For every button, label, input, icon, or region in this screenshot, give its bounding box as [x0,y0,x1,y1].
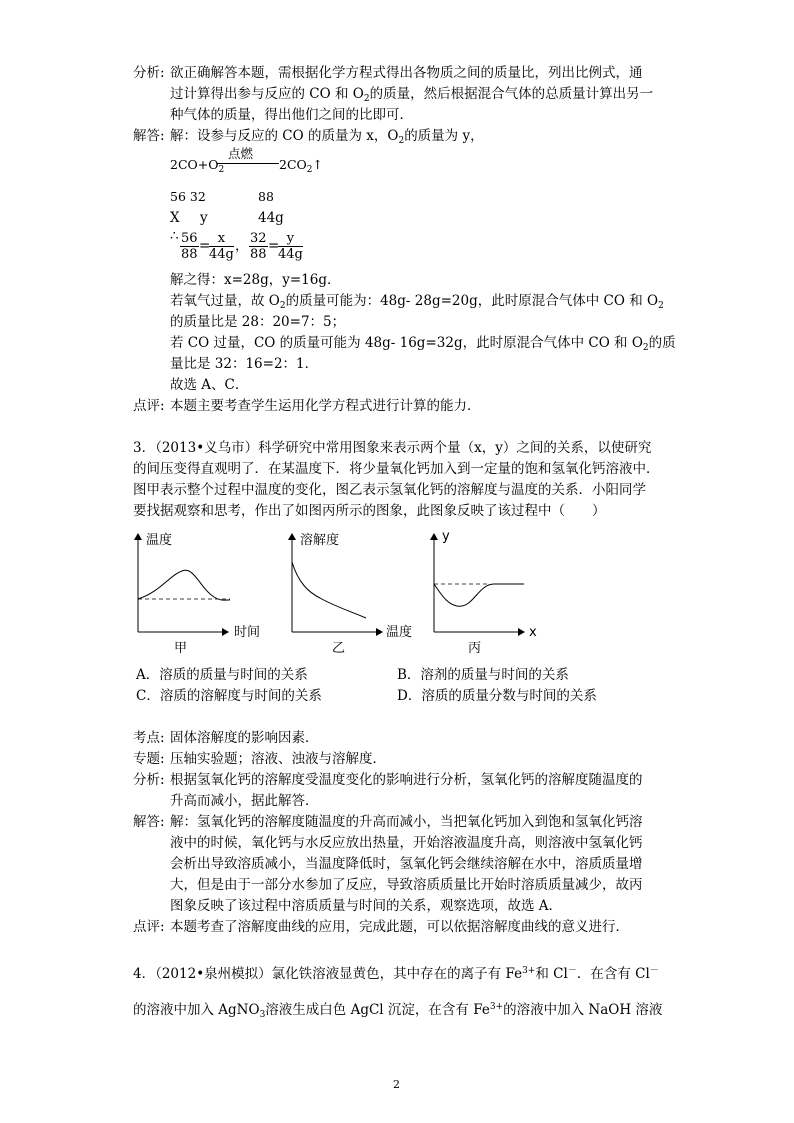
solution-result: 解之得：x=28g，y=16g． [170,272,341,288]
graph-c-xlabel: x [529,625,537,640]
knowledge-point: 固体溶解度的影响因素． [170,730,319,746]
question-stem: 图甲表示整个过程中温度的变化，图乙表示氢氧化钙的溶解度与温度的关系．小阳同学 [133,482,646,498]
molar-mass-product: 88 [258,189,274,204]
equals-sign: = [268,238,280,254]
fraction: $\frac{x}{44g}$ [209,231,234,262]
answer-text: 会析出导致溶质减小，当温度降低时，氢氧化钙会继续溶解在水中，溶质质量增 [170,856,643,872]
option-a[interactable]: A．溶质的质量与时间的关系 [136,667,308,683]
variable-x: X [170,210,180,226]
answer-text: 液中的时候，氧化钙与水反应放出热量，开始溶液温度升高，则溶液中氢氧化钙 [170,835,643,851]
fraction: $\frac{56}{88}$ [181,231,198,262]
graph-b-caption: 乙 [332,641,346,656]
chemical-equation: $2CO+O_2$ [170,157,225,175]
graph-a-ylabel: 温度 [146,533,173,548]
y-curve [434,584,524,606]
case-co-excess: 量比是 32：16=2：1． [170,356,319,372]
question-stem: 的溶液中加入 AgNO$_3$溶液生成白色 AgCl 沉淀，在含有 $Fe^{3+}$的溶液中加入 NaOH 溶液 [133,1002,663,1020]
graph-a [138,532,260,656]
graph-c-ylabel: y [442,529,450,544]
solubility-curve [292,562,366,618]
reaction-condition: 点燃 [228,146,254,161]
page-number: 2 [393,1078,400,1091]
molar-masses: 56 32 [170,189,206,204]
answer-label: 解答: [133,128,165,144]
therefore-symbol: ∴ [170,228,179,244]
variable-y: y [200,210,208,226]
graph-b-xlabel: 温度 [386,625,413,640]
variable-mass: 44g [258,210,284,226]
graph-c-caption: 丙 [468,641,482,656]
case-oxygen-excess: 若氧气过量，故 $O_2$的质量可能为：48g- 28g=20g，此时原混合气体中 CO 和 $O_2$ [170,293,664,311]
analysis-label: 分析: [133,772,165,788]
comma: ， [235,238,249,254]
case-co-excess: 若 CO 过量，CO 的质量可能为 48g- 16g=32g，此时原混合气体中 CO 和 $O_2$的质 [170,335,676,353]
analysis-text: 升高而减小，据此解答． [170,793,319,809]
question-stem: 3．（2013•义乌市）科学研究中常用图象来表示两个量（x，y）之间的关系，以使研究 [133,440,652,456]
question-stem: 的间压变得直观明了．在某温度下．将少量氧化钙加入到一定量的饱和氢氧化钙溶液中． [133,461,660,477]
answer-label: 解答: [133,814,165,830]
question-stem: 4．（2012•泉州模拟）氯化铁溶液显黄色，其中存在的离子有 $Fe^{3+}$和 Cl－．在含有 Cl－ [133,966,659,982]
question-stem: 要找据观察和思考，作出了如图丙所示的图象，此图象反映了该过程中（ ） [133,503,606,519]
comment-text: 本题考查了溶解度曲线的应用，完成此题，可以依据溶解度曲线的意义进行． [170,919,629,935]
case-oxygen-excess: 的质量比是 28：20=7：5； [170,314,346,330]
comment-label: 点评: [133,398,165,414]
graph-c [434,529,537,656]
fraction: $\frac{y}{44g}$ [278,231,303,262]
option-c[interactable]: C．溶质的溶解度与时间的关系 [136,688,322,704]
analysis-label: 分析: [133,65,165,81]
graph-a-caption: 甲 [174,641,188,656]
comment-text: 本题主要考查学生运用化学方程式进行计算的能力． [170,398,481,414]
equals-sign: = [199,238,211,254]
choice-result: 故选 A、C． [170,377,249,393]
graph-b-ylabel: 溶解度 [300,533,340,548]
fraction: $\frac{32}{88}$ [250,231,267,262]
graphs-figure [120,520,560,660]
reaction-line [217,163,279,164]
answer-text: 大，但是由于一部分水参加了反应，导致溶质质量比开始时溶质质量减少，故丙 [170,877,643,893]
comment-label: 点评: [133,919,165,935]
chemical-equation-product: $2CO_2↑$ [279,157,323,175]
option-b[interactable]: B．溶剂的质量与时间的关系 [397,667,569,683]
answer-text: 图象反映了该过程中溶质质量与时间的关系，观察选项，故选 A． [170,898,563,914]
graph-b [292,532,412,656]
analysis-text: 欲正确解答本题，需根据化学方程式得出各物质之间的质量比，列出比例式，通 [170,65,643,81]
graph-a-xlabel: 时间 [234,625,261,640]
topic-label: 专题: [133,751,165,767]
temperature-curve [138,570,230,600]
analysis-text: 根据氢氧化钙的溶解度受温度变化的影响进行分析，氢氧化钙的溶解度随温度的 [170,772,643,788]
analysis-text: 过计算得出参与反应的 CO 和 $O_2$的质量，然后根据混合气体的总质量计算出另一 [170,86,654,104]
option-d[interactable]: D．溶质的质量分数与时间的关系 [397,688,597,704]
knowledge-point-label: 考点: [133,730,165,746]
answer-text: 解：设参与反应的 CO 的质量为 x，$O_2$的质量为 y， [170,128,484,146]
answer-text: 解：氢氧化钙的溶解度随温度的升高而减小，当把氧化钙加入到饱和氢氧化钙溶 [170,814,643,830]
analysis-text: 种气体的质量，得出他们之间的比即可． [170,107,413,123]
topic: 压轴实验题；溶液、浊液与溶解度． [170,751,386,767]
